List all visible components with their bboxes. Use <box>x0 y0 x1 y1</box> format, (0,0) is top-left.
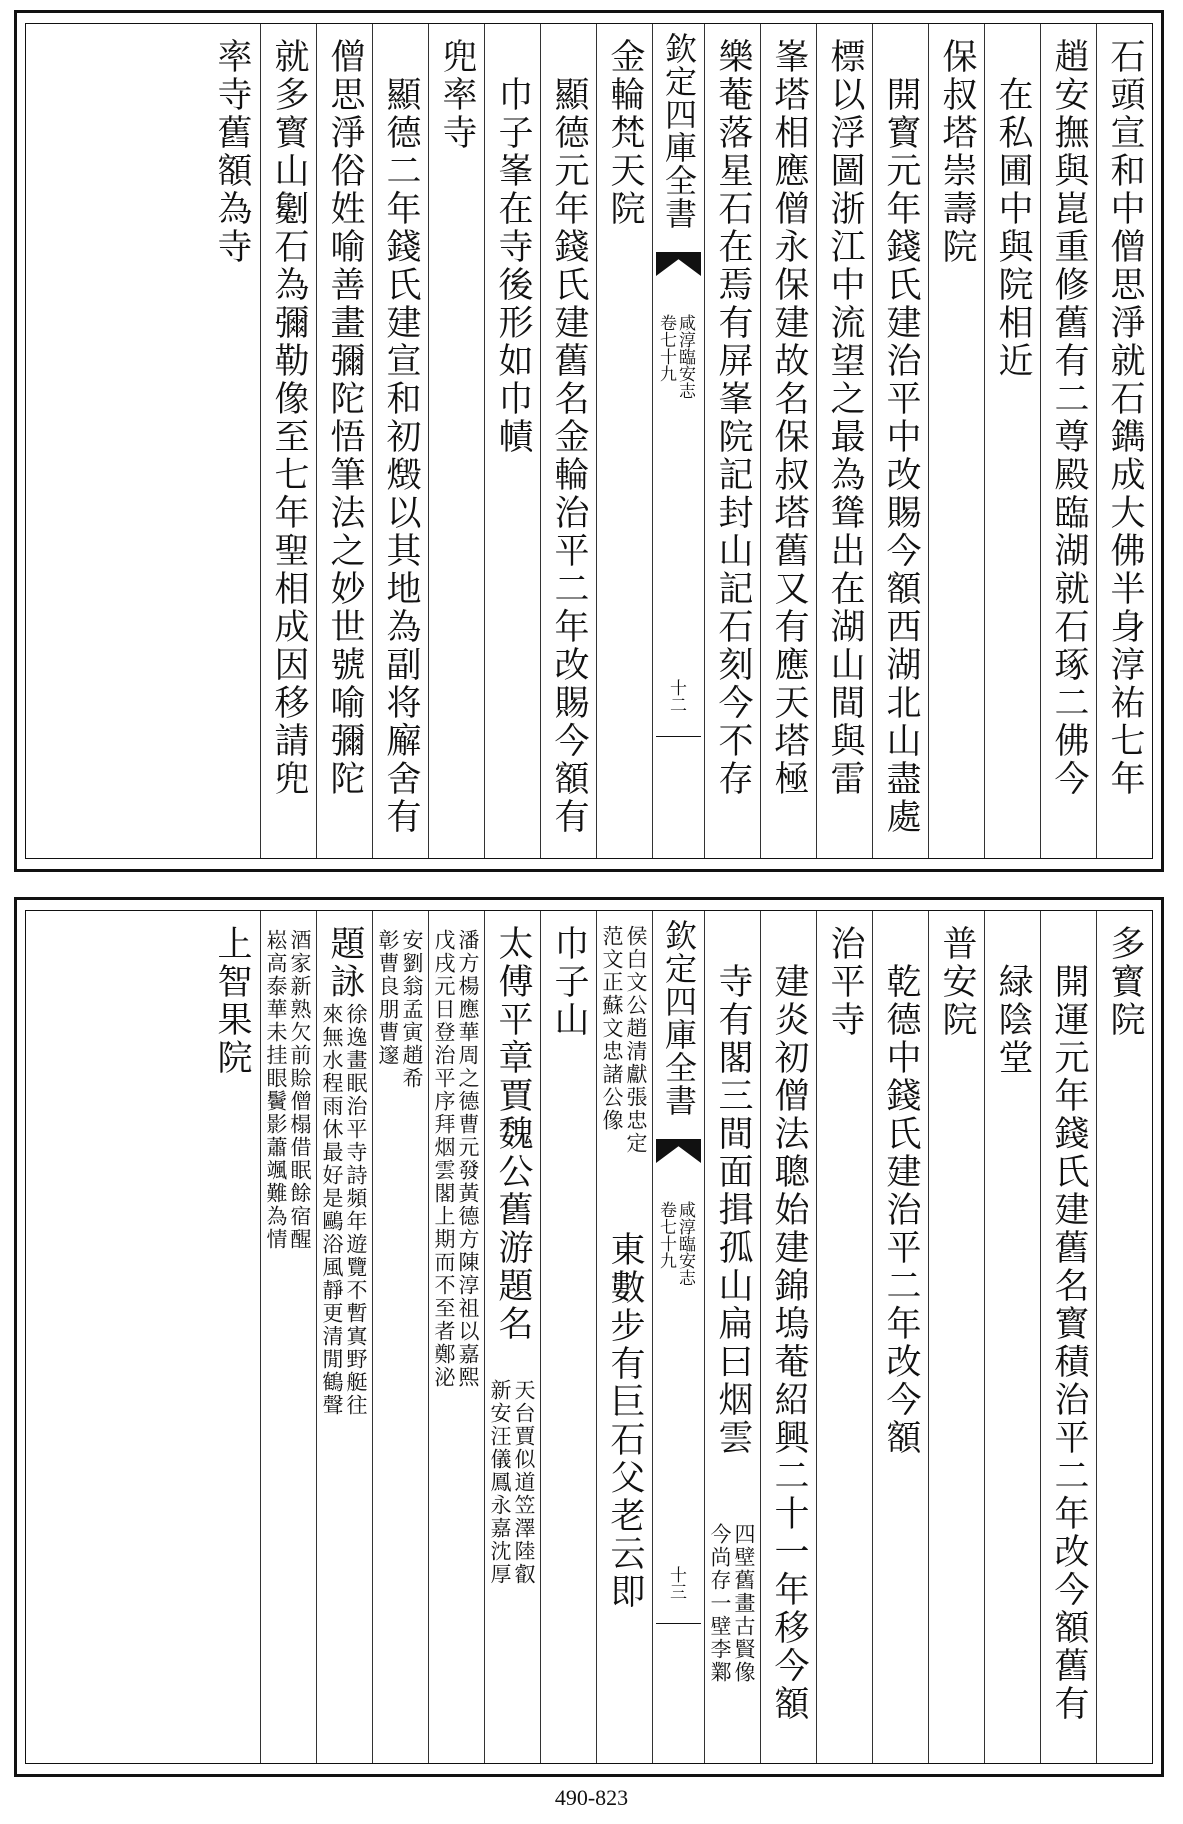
column-text: 太傅平章賈魏公舊游題名 <box>493 925 533 1343</box>
text-column <box>760 24 816 858</box>
annotation-line: 來無水程雨休最好是鷗浴風靜更清閒鶴聲 <box>320 1003 344 1417</box>
center-gutter <box>652 911 704 1763</box>
column-text: 開寳元年錢氏建治平中改賜今額西湖北山盡處 <box>881 76 921 836</box>
annotation-line: 侯白文公趙清獻張忠定 <box>624 925 648 1155</box>
fishtail-mark <box>656 252 701 276</box>
section-heading: 巾子山 <box>549 925 589 1039</box>
heading-column <box>928 911 984 1763</box>
annotation <box>601 925 646 1155</box>
column-text: 趙安撫與崑重修舊有二尊殿臨湖就石琢二佛今 <box>1049 38 1089 798</box>
column-text: 東數步有巨石父老云即 <box>605 1231 645 1611</box>
text-column <box>984 24 1040 858</box>
book-title: 欽定四庫全書 <box>660 919 698 1117</box>
text-column <box>1096 24 1152 858</box>
annotation-line: 戊戌元日登治平序拜烟雲閣上期而不至者鄭泌 <box>432 929 456 1389</box>
center-gutter <box>652 24 704 858</box>
column-text: 就多寳山劖石為彌勒像至七年聖相成因移請兜 <box>269 38 309 798</box>
section-heading: 普安院 <box>937 925 977 1039</box>
section-heading: 治平寺 <box>825 925 865 1039</box>
text-column <box>596 911 652 1763</box>
gutter-rule <box>656 736 701 737</box>
bottom-columns <box>26 911 1152 1763</box>
text-column <box>1040 24 1096 858</box>
column-text: 巾子峯在寺後形如巾幘 <box>493 76 533 456</box>
volume-title: 咸淳臨安志 <box>675 314 695 399</box>
heading-column <box>596 24 652 858</box>
book-title: 欽定四庫全書 <box>660 32 698 230</box>
section-heading: 題詠 <box>325 925 365 1001</box>
annotation-line: 范文正蘇文忠諸公像 <box>600 925 624 1132</box>
text-column <box>872 911 928 1763</box>
text-column <box>260 24 316 858</box>
column-text: 石頭宣和中僧思淨就石鐫成大佛半身淳祐七年 <box>1105 38 1145 798</box>
text-column <box>428 911 484 1763</box>
annotation-line: 潘方楊應華周之德曹元發黃德方陳淳祖以嘉熙 <box>456 929 480 1389</box>
text-column <box>204 24 260 858</box>
annotation-line: 四壁舊畫古賢像 <box>732 1523 756 1684</box>
text-column <box>760 911 816 1763</box>
annotation <box>489 1379 534 1586</box>
volume-number: 卷七十九 <box>656 1201 676 1269</box>
section-heading: 保叔塔崇壽院 <box>937 38 977 266</box>
top-half-page <box>14 10 1164 872</box>
text-column <box>984 911 1040 1763</box>
column-text: 建炎初僧法聰始建錦塢菴紹興二十一年移今額 <box>769 963 809 1723</box>
text-column <box>1040 911 1096 1763</box>
text-column <box>704 911 760 1763</box>
text-column <box>372 911 428 1763</box>
annotation-line: 天台賈似道笠澤陸叡 <box>512 1379 536 1586</box>
column-text: 緑陰堂 <box>993 963 1033 1077</box>
volume-label <box>657 314 693 399</box>
heading-column <box>540 911 596 1763</box>
text-column <box>704 24 760 858</box>
heading-column <box>928 24 984 858</box>
column-text: 寺有閣三間面揖孤山扁曰烟雲 <box>713 963 753 1457</box>
volume-number: 卷七十九 <box>656 314 676 382</box>
column-text: 顯德二年錢氏建宣和初燬以其地為副将廨舍有 <box>381 76 421 836</box>
annotation-line: 今尚存一壁李鄴 <box>708 1523 732 1684</box>
section-heading: 兜率寺 <box>437 38 477 152</box>
annotation-line: 安劉翁孟寅趙希 <box>400 929 424 1090</box>
page-number: 十二 <box>666 679 686 713</box>
column-text: 標以浮圖浙江中流望之最為聳出在湖山間與雷 <box>825 38 865 798</box>
fishtail-mark <box>656 1139 701 1163</box>
annotation <box>709 1523 754 1684</box>
column-text: 僧思淨俗姓喻善畫彌陀悟筆法之妙世號喻彌陀 <box>325 38 365 798</box>
annotation-line: 彰曹良朋曹邃 <box>376 929 400 1067</box>
heading-column <box>1096 911 1152 1763</box>
column-text: 率寺舊額為寺 <box>212 38 252 266</box>
volume-title: 咸淳臨安志 <box>675 1201 695 1286</box>
text-column <box>260 911 316 1763</box>
text-column <box>484 24 540 858</box>
column-text: 顯德元年錢氏建舊名金輪治平二年改賜今額有 <box>549 76 589 836</box>
gutter-rule <box>656 1623 701 1624</box>
bottom-frame <box>25 910 1153 1764</box>
annotation <box>433 929 478 1389</box>
column-text: 乾德中錢氏建治平二年改今額 <box>881 963 921 1457</box>
column-text: 在私圃中與院相近 <box>993 76 1033 380</box>
text-column <box>540 24 596 858</box>
annotation <box>265 929 310 1251</box>
annotation-line: 徐逸畫眠治平寺詩頻年遊覽不暫寘野艇往 <box>344 1003 368 1417</box>
page-code: 490-823 <box>554 1785 629 1810</box>
text-column <box>372 24 428 858</box>
section-heading: 多寳院 <box>1105 925 1145 1039</box>
annotation-line: 酒家新熟欠前賒僧榻借眠餘宿醒 <box>288 929 312 1251</box>
section-heading: 金輪梵天院 <box>605 38 645 228</box>
text-column <box>872 24 928 858</box>
section-heading: 上智果院 <box>212 925 252 1077</box>
column-text: 樂菴落星石在焉有屏峯院記封山記石刻今不存 <box>713 38 753 798</box>
heading-column <box>816 911 872 1763</box>
text-column <box>484 911 540 1763</box>
top-frame <box>25 23 1153 859</box>
heading-column <box>204 911 260 1763</box>
text-column <box>316 911 372 1763</box>
column-text: 峯塔相應僧永保建故名保叔塔舊又有應天塔極 <box>769 38 809 798</box>
top-columns <box>26 24 1152 858</box>
annotation <box>377 929 422 1090</box>
text-column <box>816 24 872 858</box>
annotation <box>321 1003 366 1417</box>
page-number: 十三 <box>666 1566 686 1600</box>
column-text: 開運元年錢氏建舊名寳積治平二年改今額舊有 <box>1049 963 1089 1723</box>
heading-column <box>428 24 484 858</box>
annotation-line: 新安汪儀鳳永嘉沈厚 <box>488 1379 512 1586</box>
text-column <box>316 24 372 858</box>
annotation-line: 崧高泰華未挂眼鬢影蕭颯難為情 <box>264 929 288 1251</box>
bottom-half-page <box>14 897 1164 1777</box>
volume-label <box>657 1201 693 1286</box>
